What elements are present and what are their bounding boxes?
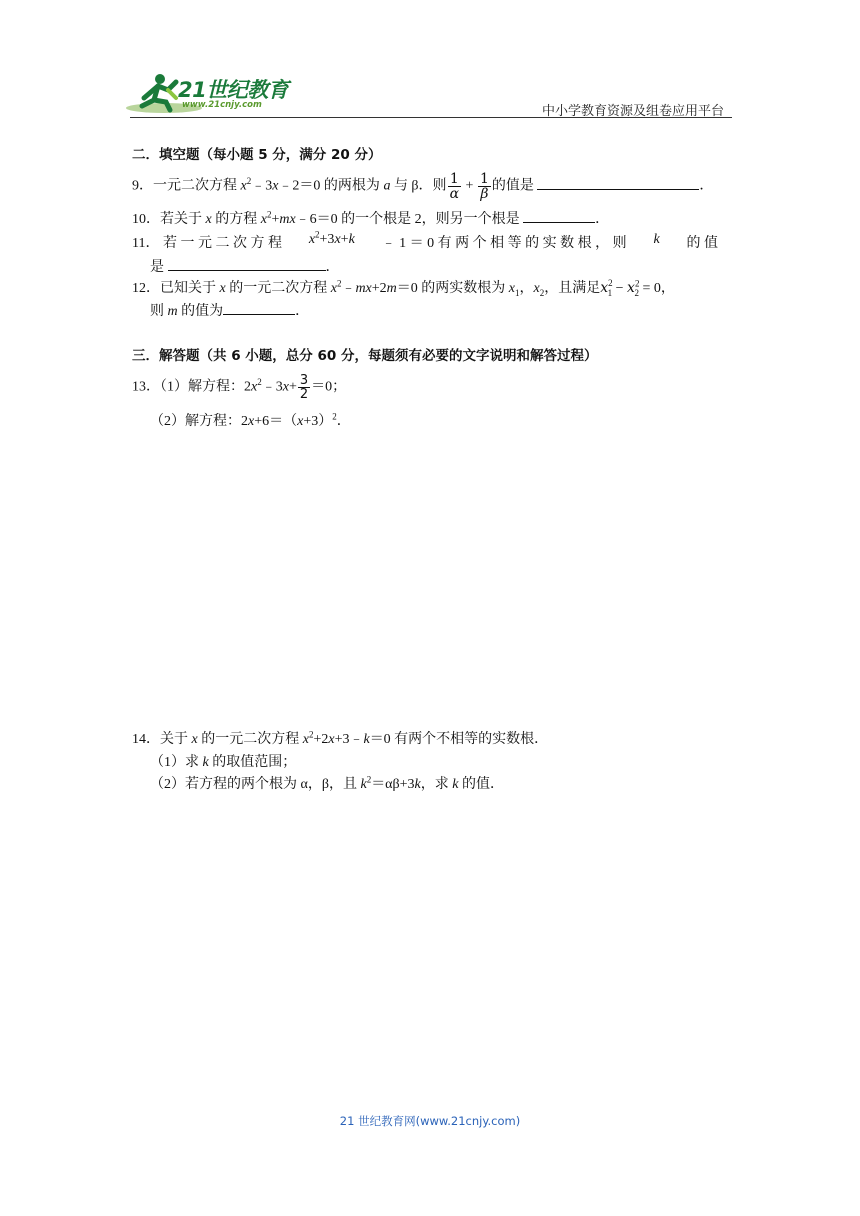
q13-p2-lead: （2）解方程：2 — [150, 414, 248, 429]
q10-mid: 的方程 — [211, 212, 261, 227]
q13-den: 2 — [299, 387, 309, 402]
q13-p2-exp: 2 — [332, 411, 337, 422]
q12-cond-s2: 2 — [634, 287, 639, 298]
q10-x2: x — [260, 212, 267, 227]
q12-plus: +2 — [371, 281, 387, 296]
q12-x: x — [219, 281, 226, 296]
q13-fraction — [298, 374, 310, 401]
q9-tail: 的值是 — [491, 178, 538, 194]
q10-plus: + — [271, 212, 280, 227]
question-14 — [132, 728, 548, 748]
q14-p2-exp: 2 — [366, 774, 372, 785]
q13-p1-exp: 2 — [257, 377, 262, 388]
q11-plus: + — [340, 232, 349, 247]
q12-root2-sub: 2 — [539, 287, 545, 298]
q12-cond-minus: − — [612, 281, 628, 296]
q12-answer-blank[interactable] — [223, 302, 295, 315]
q13-p2-mid: +6＝（ — [254, 414, 298, 429]
question-13-part-2 — [150, 410, 351, 430]
q9-rest: ﹣2＝0 的两根为 — [278, 178, 384, 194]
q13-p1-mid: ﹣3 — [261, 379, 283, 395]
q9-var2: x — [272, 178, 279, 194]
q10-lead: 10．若关于 — [132, 212, 206, 227]
q11-answer-blank[interactable] — [168, 258, 326, 271]
q14-p1-lead: （1）求 — [150, 755, 203, 770]
q9-and: 与 β．则 — [390, 178, 447, 194]
q12-cond-x2: x — [627, 280, 635, 296]
section-2-title: 二．填空题（每小题 5 分，满分 20 分） — [132, 147, 382, 163]
question-11-line-2 — [150, 256, 340, 276]
q10-mx: mx — [279, 212, 296, 227]
q9-a: a — [383, 178, 391, 194]
question-10 — [132, 208, 609, 228]
q13-p1-x: x — [251, 379, 258, 395]
q9-answer-blank[interactable] — [537, 177, 699, 190]
q10-answer-blank[interactable] — [523, 210, 595, 223]
q13-p1-end: ＝0； — [311, 379, 347, 395]
q9-var: x — [240, 178, 247, 194]
q13-num: 3 — [299, 373, 309, 388]
q13-p1-x2: x — [282, 379, 289, 395]
q12-m: m — [386, 281, 397, 296]
q9-plus: + — [462, 178, 477, 194]
q10-exp: 2 — [266, 209, 272, 220]
q9-fraction-1 — [448, 172, 461, 201]
q9-den2: β — [480, 186, 489, 202]
q14-p1-k: k — [202, 755, 209, 770]
question-12 — [132, 277, 675, 297]
q13-p2-end: +3） — [303, 414, 333, 429]
q9-exp: 2 — [246, 176, 252, 187]
q11-line-1 — [132, 229, 718, 252]
question-11 — [132, 229, 718, 252]
q11-x2: x — [334, 232, 341, 247]
q14-p2-lead: （2）若方程的两个根为 α，β，且 — [150, 777, 361, 792]
q14-rest: +3﹣ — [334, 732, 364, 747]
q14-x3: x — [328, 732, 335, 747]
question-14-part-2 — [150, 773, 504, 793]
q14-lead: 14．关于 — [132, 732, 192, 747]
q14-p2-k: k — [360, 777, 367, 792]
q9-end: ． — [699, 178, 714, 194]
q12-end: ． — [295, 304, 310, 319]
q11-k2: k — [653, 232, 660, 247]
question-12-line-2 — [150, 300, 309, 320]
q10-x: x — [205, 212, 212, 227]
q13-p2-x2: x — [297, 414, 304, 429]
question-9 — [132, 172, 713, 201]
q12-cond-e1: 2 — [608, 278, 613, 289]
q12-line2a: 则 — [150, 304, 168, 319]
header-divider — [130, 117, 732, 118]
q13-p1-plus: + — [288, 379, 297, 395]
q11-tail: 的 值 — [686, 236, 718, 251]
q10-rest: ﹣6＝0 的一个根是 2，则另一个根是 — [295, 212, 524, 227]
q12-comma: ， — [519, 281, 534, 296]
q12-cond-e2: 2 — [634, 278, 640, 289]
logo — [124, 70, 294, 116]
footer-link[interactable]: 21 世纪教育网(www.21cnjy.com) — [339, 1114, 521, 1128]
q11-x: x — [308, 232, 316, 247]
q14-k: k — [363, 732, 370, 747]
q12-cond-x1: x — [600, 280, 609, 296]
q9-mid: ﹣3 — [251, 178, 273, 194]
q9-num2: 1 — [479, 171, 489, 187]
q11-line2: 是 — [150, 260, 168, 275]
q14-p2-k2: k — [414, 777, 421, 792]
q12-cond: ，且满足 — [544, 281, 601, 296]
q14-tail: ＝0 有两个不相等的实数根． — [369, 732, 549, 747]
q9-num1: 1 — [448, 172, 461, 187]
q12-rest: ＝0 的两实数根为 — [396, 281, 509, 296]
q11-exp: 2 — [315, 229, 320, 240]
q14-p2-mid2: ，求 — [420, 777, 453, 792]
question-14-part-1 — [150, 751, 296, 771]
q14-p2-mid: ＝αβ+3 — [371, 777, 415, 792]
logo-url: www.21cnjy.com — [182, 100, 262, 110]
q12-root1-sub: 1 — [515, 287, 520, 298]
q11-rest: ﹣ 1 ＝ 0 有 两 个 相 等 的 实 数 根 ， 则 — [381, 236, 627, 251]
q13-p2-dot: ． — [336, 414, 351, 429]
q9-fraction-2 — [478, 172, 491, 201]
q14-exp: 2 — [308, 729, 314, 740]
q14-p2-k3: k — [452, 777, 459, 792]
q12-root1: x — [508, 281, 516, 296]
q12-root2: x — [533, 281, 540, 296]
q12-mid: 的一元二次方程 — [225, 281, 331, 296]
q14-mid2: +2 — [313, 732, 329, 747]
q13-p2-x: x — [248, 414, 255, 429]
q12-m2: m — [167, 304, 178, 319]
q12-lead: 12．已知关于 — [132, 281, 220, 296]
q14-x2: x — [302, 732, 309, 747]
q11-k: k — [348, 232, 355, 247]
q12-mx: mx — [355, 281, 372, 296]
q11-mid: +3 — [319, 232, 335, 247]
q12-cond-eq: = 0， — [638, 281, 675, 296]
q11-lead: 11． 若 一 元 二 次 方 程 — [132, 236, 282, 251]
q12-cond-s1: 1 — [607, 287, 613, 298]
platform-label: 中小学教育资源及组卷应用平台 — [541, 104, 724, 119]
section-3-title: 三．解答题（共 6 小题，总分 60 分，每题须有必要的文字说明和解答过程） — [132, 348, 598, 364]
q12-exp: 2 — [336, 278, 342, 289]
q14-mid: 的一元二次方程 — [197, 732, 303, 747]
q14-p1-tail: 的取值范围； — [208, 755, 297, 770]
q9-den1: α — [449, 186, 460, 202]
question-13-part-1 — [132, 374, 346, 401]
q11-end: ． — [325, 260, 340, 275]
logo-text: 21世纪教育 — [178, 78, 289, 102]
q10-end: ． — [595, 212, 610, 227]
q14-p2-tail: 的值． — [458, 777, 504, 792]
q9-lead: 9．一元二次方程 — [132, 178, 241, 194]
q13-p1-lead: 13．（1）解方程：2 — [132, 379, 251, 395]
q12-x2: x — [330, 281, 337, 296]
q12-line2b: 的值为 — [177, 304, 224, 319]
q14-x: x — [191, 732, 198, 747]
q12-minus: ﹣ — [341, 281, 356, 296]
